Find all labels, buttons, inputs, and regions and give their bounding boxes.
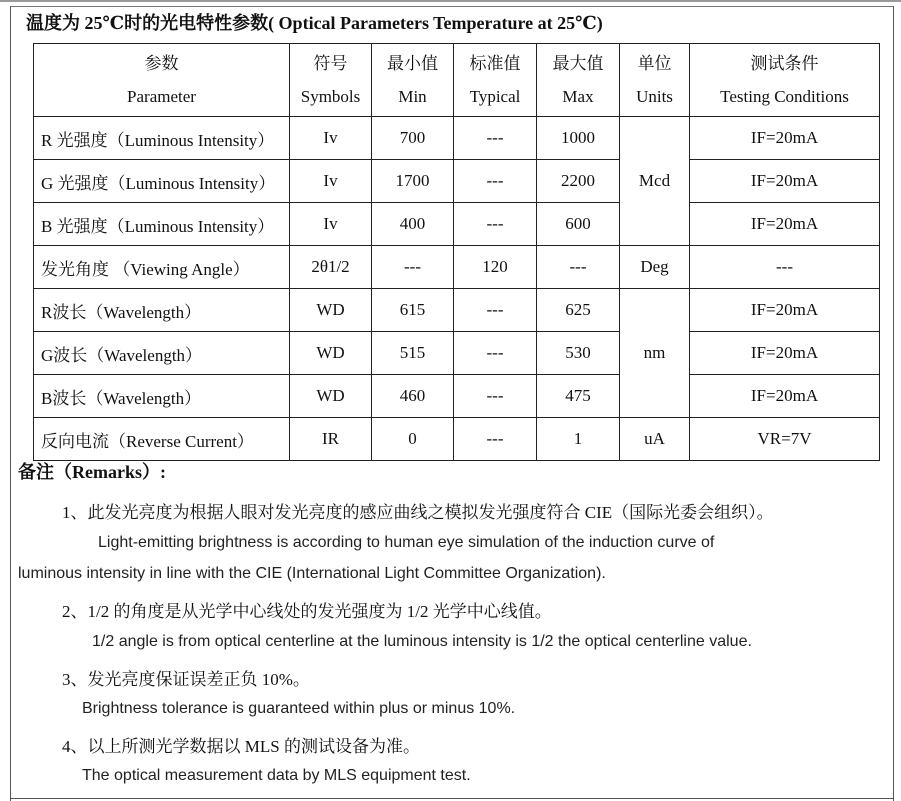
cell-typical: --- — [454, 160, 537, 203]
cell-parameter: G波长（Wavelength） — [34, 332, 290, 375]
cell-min: 700 — [372, 117, 454, 160]
table-row — [34, 375, 880, 418]
cell-typical: --- — [454, 418, 537, 461]
cell-max: 1000 — [537, 117, 620, 160]
cell-parameter: B波长（Wavelength） — [34, 375, 290, 418]
page-top-border — [0, 0, 901, 2]
cell-max: 600 — [537, 203, 620, 246]
cell-condition: IF=20mA — [690, 160, 880, 203]
cell-min: 615 — [372, 289, 454, 332]
header-symbols: 符号 Symbols — [290, 44, 372, 117]
cell-max: 530 — [537, 332, 620, 375]
header-max: 最大值 Max — [537, 44, 620, 117]
cell-symbol: WD — [290, 289, 372, 332]
table-header-row — [34, 44, 880, 117]
table-row — [34, 418, 880, 461]
cell-condition: IF=20mA — [690, 289, 880, 332]
cell-symbol: WD — [290, 375, 372, 418]
frame-bottom-line — [10, 798, 894, 799]
frame-right-line — [893, 6, 894, 801]
remark-4-en: The optical measurement data by MLS equipment test. — [82, 767, 471, 784]
cell-unit-merged-intensity: Mcd — [620, 117, 690, 246]
cell-condition: --- — [690, 246, 880, 289]
cell-max: 475 — [537, 375, 620, 418]
cell-parameter: 发光角度 （Viewing Angle） — [34, 246, 290, 289]
table-row — [34, 332, 880, 375]
table-row — [34, 160, 880, 203]
cell-parameter: 反向电流（Reverse Current） — [34, 418, 290, 461]
cell-typical: --- — [454, 289, 537, 332]
cell-parameter: G 光强度（Luminous Intensity） — [34, 160, 290, 203]
cell-condition: IF=20mA — [690, 117, 880, 160]
header-typical: 标准值 Typical — [454, 44, 537, 117]
cell-symbol: WD — [290, 332, 372, 375]
cell-max: 2200 — [537, 160, 620, 203]
cell-parameter: R 光强度（Luminous Intensity） — [34, 117, 290, 160]
table-row — [34, 289, 880, 332]
cell-typical: 120 — [454, 246, 537, 289]
cell-min: 400 — [372, 203, 454, 246]
cell-max: 625 — [537, 289, 620, 332]
remark-3-zh: 3、发光亮度保证误差正负 10%。 — [62, 670, 310, 689]
remarks-title: 备注（Remarks）: — [18, 462, 166, 482]
header-min: 最小值 Min — [372, 44, 454, 117]
cell-unit: Deg — [620, 246, 690, 289]
cell-max: --- — [537, 246, 620, 289]
header-testing-conditions: 测试条件 Testing Conditions — [690, 44, 880, 117]
frame-top-line — [10, 6, 894, 7]
cell-symbol: Iv — [290, 117, 372, 160]
cell-typical: --- — [454, 203, 537, 246]
cell-symbol: 2θ1/2 — [290, 246, 372, 289]
remark-4-zh: 4、以上所测光学数据以 MLS 的测试设备为准。 — [62, 737, 420, 756]
remark-1-zh: 1、此发光亮度为根据人眼对发光亮度的感应曲线之模拟发光强度符合 CIE（国际光委会组织）。 — [62, 503, 774, 522]
remark-3-en: Brightness tolerance is guaranteed within plus or minus 10%. — [82, 700, 516, 717]
cell-unit: uA — [620, 418, 690, 461]
header-units: 单位 Units — [620, 44, 690, 117]
table-row — [34, 117, 880, 160]
cell-parameter: R波长（Wavelength） — [34, 289, 290, 332]
section-heading: 温度为 25℃时的光电特性参数( Optical Parameters Temperature at 25℃) — [26, 13, 603, 33]
cell-min: 460 — [372, 375, 454, 418]
cell-max: 1 — [537, 418, 620, 461]
cell-min: --- — [372, 246, 454, 289]
remark-1-en-line2: luminous intensity in line with the CIE (International Light Committee Organization). — [18, 565, 606, 582]
frame-left-line — [10, 6, 11, 801]
cell-typical: --- — [454, 332, 537, 375]
cell-unit-merged-wavelength: nm — [620, 289, 690, 418]
cell-parameter: B 光强度（Luminous Intensity） — [34, 203, 290, 246]
cell-condition: IF=20mA — [690, 375, 880, 418]
cell-min: 0 — [372, 418, 454, 461]
remark-2-zh: 2、1/2 的角度是从光学中心线处的发光强度为 1/2 光学中心线值。 — [62, 602, 552, 621]
cell-symbol: Iv — [290, 203, 372, 246]
header-parameter: 参数 Parameter — [34, 44, 290, 117]
optical-parameters-table — [33, 43, 880, 461]
cell-symbol: Iv — [290, 160, 372, 203]
cell-symbol: IR — [290, 418, 372, 461]
remark-2-en: 1/2 angle is from optical centerline at the luminous intensity is 1/2 the optical centerline value. — [92, 633, 752, 650]
remark-1-en-line1: Light-emitting brightness is according to human eye simulation of the induction curve of — [98, 534, 715, 551]
cell-typical: --- — [454, 117, 537, 160]
table-row — [34, 246, 880, 289]
cell-condition: IF=20mA — [690, 203, 880, 246]
cell-min: 515 — [372, 332, 454, 375]
cell-condition: VR=7V — [690, 418, 880, 461]
table-row — [34, 203, 880, 246]
cell-typical: --- — [454, 375, 537, 418]
cell-min: 1700 — [372, 160, 454, 203]
cell-condition: IF=20mA — [690, 332, 880, 375]
